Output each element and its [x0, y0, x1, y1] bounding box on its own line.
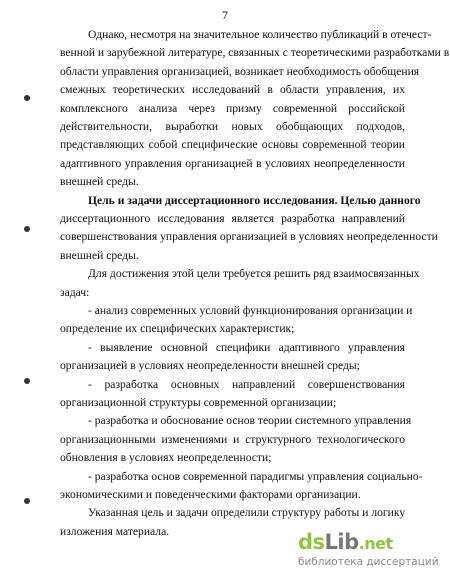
list-item-line: - разработка основ современной парадигмы управления социально- [88, 469, 423, 483]
section-heading-line: Цель и задачи диссертационного исследования. Целью данного [88, 193, 421, 207]
list-item-line: - разработка основных направлений совершенствования [88, 377, 405, 391]
paragraph-line: венной и зарубежной литературе, связанных с теоретическими разработками в [60, 46, 450, 60]
paragraph-line: адаптивного управления организацией в условиях неопределенности [60, 156, 405, 170]
watermark-caption: библиотека диссертаций [298, 556, 439, 568]
margin-dot-icon [24, 95, 30, 101]
paragraph-line: внешней среды. [60, 175, 139, 189]
page-number: 7 [222, 8, 228, 22]
list-item-line: - анализ современных условий функционирования организации и [88, 304, 413, 317]
paragraph-line: действительности, выработки новых обобщающих подходов, [60, 120, 405, 133]
watermark-logo [298, 530, 438, 572]
margin-dot-icon [24, 226, 30, 232]
paragraph-line: Для достижения этой цели требуется решить ряд взаимосвязанных [88, 267, 420, 281]
list-item-line: определение их специфических характеристик; [60, 322, 295, 336]
paragraph-line: внешней среды. [60, 248, 139, 262]
list-item-line: организационными изменениями и структурного технологического [60, 432, 405, 446]
paragraph-line: комплексного анализа через призму современной российской [60, 101, 405, 115]
margin-dot-icon [24, 498, 30, 504]
logo-net: .net [358, 534, 393, 553]
list-item-line: обновления в условиях неопределенности; [60, 451, 272, 465]
paragraph-line: задач: [60, 285, 90, 299]
dslib-logo [298, 530, 393, 554]
paragraph-line: смежных теоретических исследований в области управления, их [60, 83, 405, 97]
list-item-line: организационной структуры современной организации; [60, 396, 337, 409]
paragraph-line: диссертационного исследования является разработка направлений [60, 212, 405, 225]
list-item-line: - разработка и обоснование основ теории системного управления [88, 414, 412, 428]
paragraph-line: представляющих собой специфические основы современной теории [60, 138, 405, 152]
list-item-line: экономическими и поведенческими факторами организации. [60, 488, 361, 501]
paragraph-line: изложения материала. [60, 524, 170, 538]
margin-dot-icon [24, 378, 30, 384]
paragraph-line: совершенствования управления организацией в условиях неопределенности [60, 230, 438, 244]
list-item-line: - выявление основной специфики адаптивного управления [88, 340, 405, 354]
paragraph-line: Однако, несмотря на значительное количество публикаций в отечест- [88, 28, 432, 41]
list-item-line: организацией в условиях неопределенности внешней среды; [60, 359, 360, 373]
logo-lib: Lib [324, 530, 359, 554]
paragraph-line: области управления организацией, возникает необходимость обобщения [60, 64, 420, 78]
paragraph-line: Указанная цель и задачи определили структуру работы и логику [88, 506, 406, 520]
logo-ds: ds [298, 530, 325, 554]
